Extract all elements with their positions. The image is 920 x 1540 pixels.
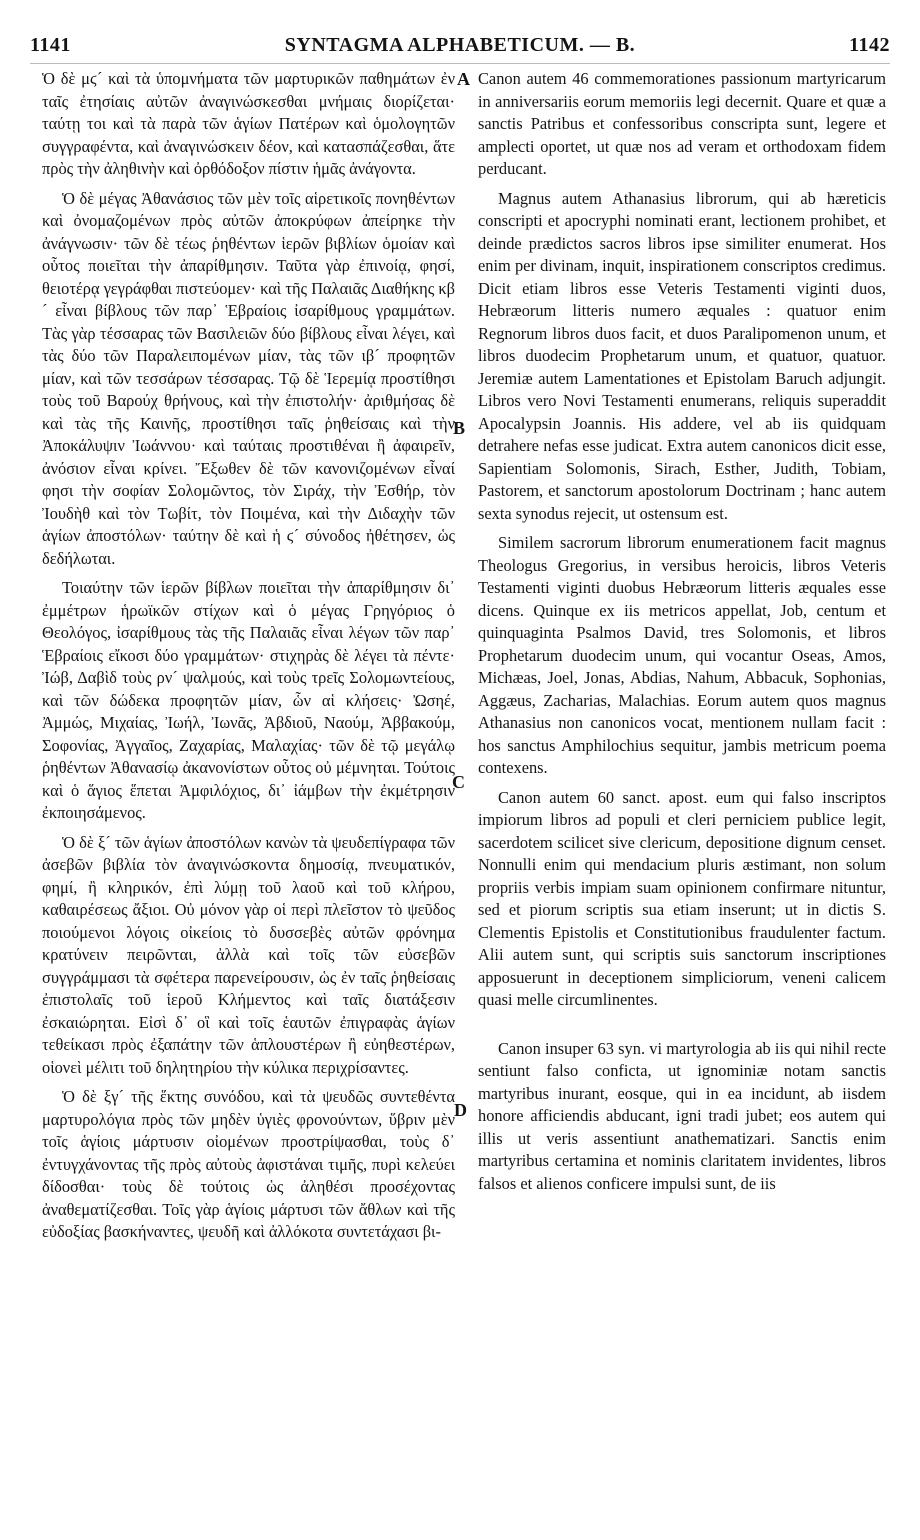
greek-paragraph: Τοιαύτην τῶν ἱερῶν βίβλων ποιεῖται τὴν ἀπαρίθμησιν δι᾽ ἐμμέτρων ἡρωϊκῶν στίχων καὶ ὁ μέγας Γρηγόριος ὁ Θεολόγος, ἰσαρίθμους τὰς τῆς Παλαιᾶς εἶναι λέγων τῶν παρ᾽ Ἑβραίοις εἴκοσι δύο γραμμάτων· στιχηρὰς δὲ λέγει τὰ πέντε· Ἰώβ, Δαβὶδ τοὺς ρν´ ψαλμούς, καὶ τοὺς τρεῖς Σολομωντείους, καὶ τῶν δώδεκα προφητῶν μίαν, ὧν αἱ κλήσεις· Ὠσηέ, Ἀμμώς, Μιχαίας, Ἰωήλ, Ἰωνᾶς, Ἀβδιοῦ, Ναούμ, Ἀββακούμ, Σοφονίας, Ἀγγαῖος, Ζαχαρίας, Μαλαχίας· τῶν δὲ τῷ μεγάλῳ ῥηθέντων Ἀθανασίῳ ἀκανονίστων οὗτος οὐ μέμνηται. Τούτοις καὶ ὁ ἅγιος ἕπεται Ἀμφιλόχιος, δι᾽ ἰάμβων τὴν ἐκμέτρησιν ἐκποιησάμενος. (42, 578, 455, 822)
greek-column (42, 68, 455, 1513)
latin-paragraph: Magnus autem Athanasius librorum, qui ab hæreticis conscripti et apocryphi nominati erant, lectionem prohibet, et deinde prædictos sacros libros ipse similiter enumerat. Hos enim per divinam, inquit, inspirationem conscriptos credimus. Dicit etiam libros esse Veteris Testamenti viginti duos, Hebræorum litteris numero æquales : quatuor enim Regnorum libros duos facit, et duos Paralipomenon unum, et libros duodecim Prophetarum unum, et quatuor, quatuor. Jeremiæ autem Lamentationes et Epistolam Baruch adjungit. Libros vero Novi Testamenti enumerans, reliquis superaddit Apocalypsin Joannis. His addere, vel ab iis quidquam detrahere nefas esse judicat. Extra autem canonicos dicit esse, Sapientiam Solomonis, Sirach, Esther, Judith, Tobiam, Pastorem, et sanctorum apostolorum Doctrinam ; hanc autem sexta synodus rejecit, ut ostensum est. (478, 188, 886, 523)
page-number-right: 1142 (849, 34, 890, 56)
greek-paragraph: Ὁ δὲ ξγ´ τῆς ἕκτης συνόδου, καὶ τὰ ψευδῶς συντεθέντα μαρτυρολόγια πρὸς τῶν μηδὲν ὑγιὲς φρονούντων, ὕβριν μὲν τοῖς ἁγίοις μάρτυσιν οἰομένων προστρίψασθαι, τοὺς δ᾽ ἐντυγχάνοντας τῆς πρὸς αὐτοὺς ἀφιστάναι τιμῆς, πυρὶ κελεύει δίδοσθαι· τοὺς δὲ τούτοις ὡς ἀληθέσι προσέχοντας ἀναθεματίζεσθαι. Τοῖς γὰρ ἁγίοις μάρτυσι τῶν ἄθλων καὶ τῆς εὐδοξίας βασκήναντες, ψευδῆ καὶ ἀλλόκοτα συντετάχασι βι- (42, 1087, 455, 1241)
latin-paragraph: Canon autem 60 sanct. apost. eum qui falso inscriptos impiorum libros ad populi et cleri perniciem publice legit, sacerdotem scilicet sive clericum, depositione dignum censet. Nonnulli enim qui mendacium pluris æstimant, non solum propriis verbis impiam suam opinionem confirmare nituntur, sed et piorum scriptis sua etiam inserunt; ut in dictis S. Clementis Epistolis et Constitutionibus fraudulenter factum. Alii autem sunt, qui scriptis suis sanctorum inscriptiones apposuerunt in deceptionem simpliciorum, veneni calicem quasi melle circumlinentes. (478, 787, 886, 1009)
section-marker-b: B (453, 418, 466, 438)
header-rule (30, 63, 890, 64)
section-marker-d: D (454, 1100, 467, 1120)
latin-column (478, 68, 886, 1513)
section-marker-a: A (457, 69, 470, 89)
greek-paragraph: Ὁ δὲ μϛ´ καὶ τὰ ὑπομνήματα τῶν μαρτυρικῶν παθημάτων ἐν ταῖς ἐτησίαις αὐτῶν ἀναγινώσκεσθαι μνήμαις διορίζεται· ταύτῃ τοι καὶ τὰ παρὰ τῶν ἁγίων Πατέρων καὶ ὁμολογητῶν συγγραφέντα, καὶ ἀναγινώσκειν δέον, καὶ κατασπάζεσθαι, ἅτε πρὸς τὴν ἀληθινὴν καὶ ὀρθόδοξον πίστιν ἡμᾶς ἀνάγοντα. (42, 69, 455, 178)
section-marker-c: C (452, 772, 465, 792)
running-title: SYNTAGMA ALPHABETICUM. — B. (284, 34, 636, 56)
running-header (30, 30, 890, 64)
page-number-left: 1141 (30, 34, 71, 56)
latin-paragraph: Similem sacrorum librorum enumerationem facit magnus Theologus Gregorius, in versibus heroicis, libros Veteris Testamenti viginti duobus Hebræorum litteris æquales esse dicens. Quinque ex iis metricos appellat, Job, centum et quinquaginta Psalmos David, tres Solomonis, et libros Prophetarum duodecim unum, qui vocantur Oseas, Amos, Michæas, Joel, Jonas, Abdias, Nahum, Abbacuk, Sophonias, Aggæus, Zacharias, Malachias. Eorum autem quos magnus Athanasius non canonicos vocat, mentionem nullam facit : hos sanctus Amphilochius sequitur, jambis metricum poema contexens. (478, 533, 886, 777)
greek-paragraph: Ὁ δὲ ξ´ τῶν ἁγίων ἀποστόλων κανὼν τὰ ψευδεπίγραφα τῶν ἀσεβῶν βιβλία τὸν ἀναγινώσκοντα δημοσίᾳ, πνευματικόν, φημί, ἢ κληρικόν, ἐπὶ λύμῃ τοῦ λαοῦ καὶ τοῦ κλήρου, καθαιρέσεως ἄξιοι. Οὐ μόνον γὰρ οἱ περὶ πλεῖστον τὸ ψεῦδος ποιούμενοι λόγοις οἰκείοις τὸ δυσσεβὲς αὐτῶν φρόνημα κρατύνειν πειρῶνται, ἀλλὰ καὶ τοῖς τῶν εὐσεβῶν συγγράμμασι τὰ σφέτερα παρενείρουσιν, ὡς ἐν ταῖς ῥηθείσαις ἐπιστολαῖς τοῦ ἱεροῦ Κλήμεντος καὶ ταῖς διατάξεσιν ἐσκαιώρηται. Εἰσὶ δ᾽ οἳ καὶ τοῖς ἑαυτῶν ἐπιγραφὰς ἁγίων τεθείκασι πρὸς ἐξαπάτην τῶν ἁπλουστέρων ἢ εὐηθεστέρων, οἱονεὶ μέλιτι τοῦ δηλητηρίου τὴν κύλικα περιχρίσαντες. (42, 832, 455, 1077)
latin-paragraph: Canon autem 46 commemorationes passionum martyricarum in anniversariis eorum memoriis legi decernit. Quare et quæ a sanctis Patribus et confessoribus conscripta sunt, legere et amplecti oportet, ut quæ nos ad veram et orthodoxam fidem perducant. (478, 69, 886, 178)
greek-paragraph: Ὁ δὲ μέγας Ἀθανάσιος τῶν μὲν τοῖς αἱρετικοῖς πονηθέντων καὶ ὀνομαζομένων πρὸς αὐτῶν ἀποκρύφων ἀπείρηκε τὴν ἀνάγνωσιν· τῶν δὲ τέως ῥηθέντων ἱερῶν βιβλίων ὁμοίαν καὶ οὗτος ποιεῖται τὴν ἀπαρίθμησιν. Ταῦτα γὰρ ἐπινοίᾳ, φησί, θειοτέρᾳ γεγράφθαι πιστεύομεν· καὶ τῆς Παλαιᾶς Διαθήκης κβ´ εἶναι βίβλους τῶν παρ᾽ Ἑβραίοις ἰσαρίθμους γραμμάτων. Τὰς γὰρ τέσσαρας τῶν Βασιλειῶν δύο βίβλους εἶναι λέγει, καὶ τὰς δύο τῶν Παραλειπομένων μίαν, τὰς τῶν ιβ´ προφητῶν μίαν, καὶ τῶν τεσσάρων τέσσαρας. Τῷ δὲ Ἱερεμίᾳ προστίθησι τοὺς τοῦ Βαρούχ θρήνους, καὶ τὴν ἐπιστολήν· ἀριθμήσας δὲ καὶ τὰς τῆς Καινῆς, προστίθησι ταῖς ῥηθείσαις καὶ τὴν Ἀποκάλυψιν Ἰωάννου· καὶ ταύταις προστιθέναι ἢ ἀφαιρεῖν, ἀνόσιον εἶναι κρίνει. Ἔξωθεν δὲ τῶν κανονιζομένων εἶναί φησι τὴν σοφίαν Σολομῶντος, τὸν Σιράχ, τὴν Ἐσθήρ, τὸν Ἰουδὴθ καὶ τὸν Τωβίτ, τὸν Ποιμένα, καὶ τὴν Διδαχὴν τῶν ἁγίων ἀποστόλων· ταύτην δὲ καὶ ἡ ϛ´ σύνοδος ἠθέτησεν, ὡς δεδήλωται. (42, 188, 455, 568)
latin-paragraph: Canon insuper 63 syn. vi martyrologia ab iis qui nihil recte sentiunt falso conficta, ut ignominiæ notam sanctis martyribus inurant, eosque, qui in ea incidunt, ab iisdem honore afficiendis abducant, igni tradi jubet; eos autem qui illis ut veris assentiunt anathematizari. Sanctis enim martyribus certamina et nominis claritatem invidentes, libros falsos et alienos conficere impulsi sunt, de iis (478, 1038, 886, 1193)
